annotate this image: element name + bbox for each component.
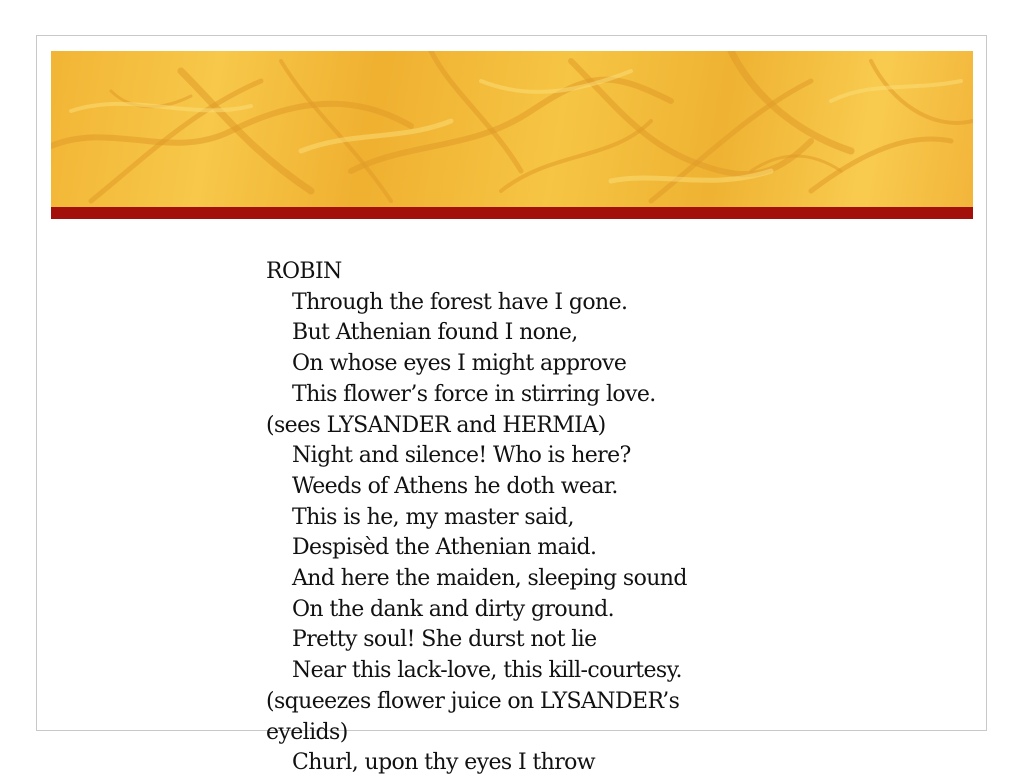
script-direction-line: ROBIN [266, 259, 342, 284]
script-verse-line: On whose eyes I might approve [292, 351, 627, 377]
script-verse-line: On the dank and dirty ground. [292, 596, 615, 622]
accent-bar-fill [51, 207, 973, 219]
script-verse-line: Churl, upon thy eyes I throw [292, 750, 596, 776]
script-verse-line: Despisèd the Athenian maid. [292, 535, 597, 561]
script-verse-line: Weeds of Athens he doth wear. [292, 473, 618, 499]
banner-texture [51, 51, 973, 207]
script-verse-line: Pretty soul! She durst not lie [292, 627, 597, 653]
script-verse-line: Near this lack-love, this kill-courtesy. [292, 658, 682, 684]
script-verse-line: Through the forest have I gone. [292, 289, 628, 315]
script-verse-line: This is he, my master said, [292, 504, 574, 530]
decorative-banner-image [51, 51, 973, 207]
script-direction-line: (squeezes flower juice on LYSANDER’s eyelids) [266, 688, 680, 745]
script-verse-line: But Athenian found I none, [292, 320, 578, 346]
script-verse-line: Night and silence! Who is here? [292, 443, 631, 469]
accent-bar [51, 207, 973, 219]
script-direction-line: (sees LYSANDER and HERMIA) [266, 412, 606, 438]
script-text-block [266, 257, 716, 779]
script-verse-line: And here the maiden, sleeping sound [292, 566, 687, 592]
script-verse-line: This flower’s force in stirring love. [292, 381, 656, 407]
